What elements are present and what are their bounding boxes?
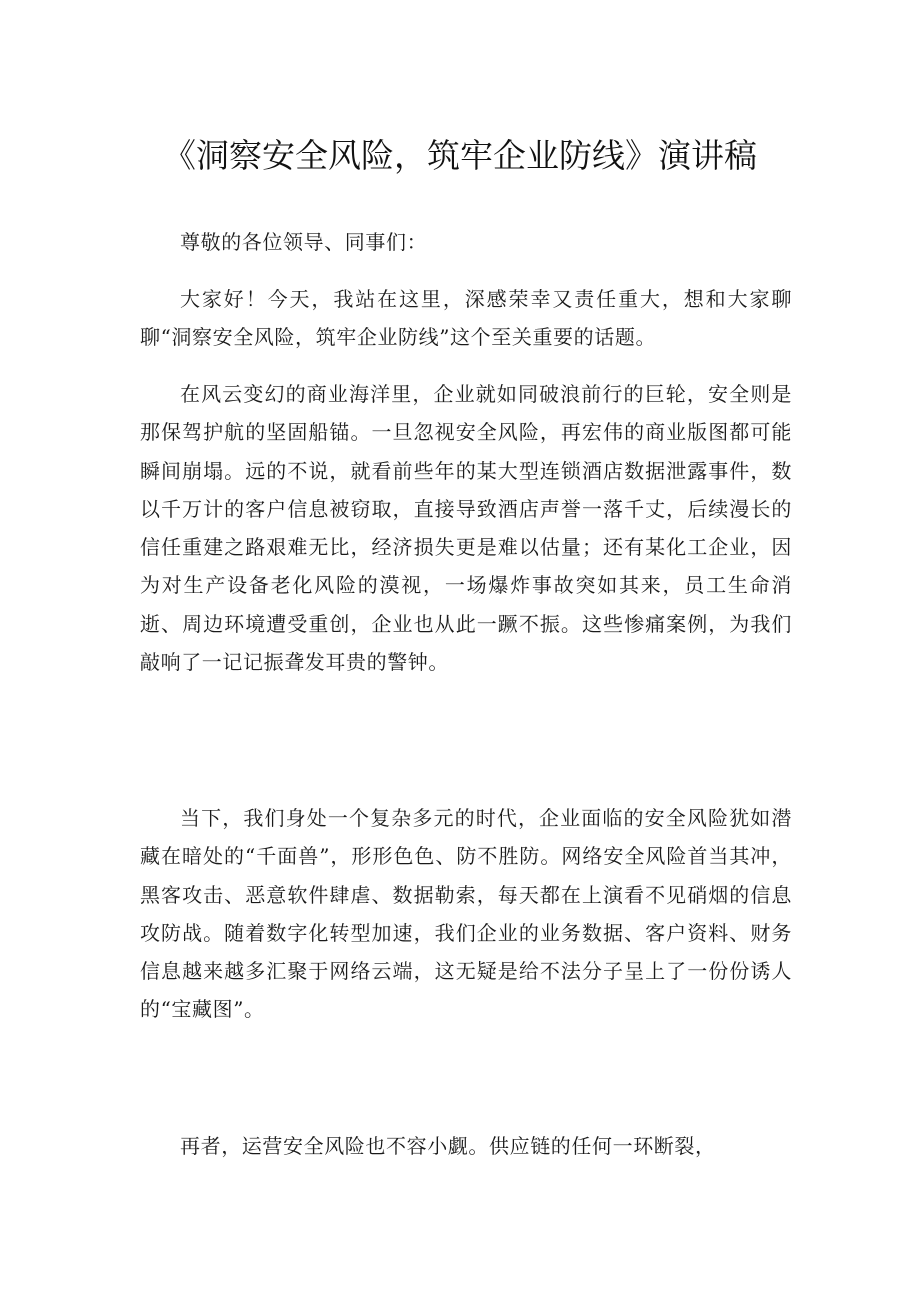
paragraph-business-analogy: 在风云变幻的商业海洋里，企业就如同破浪前行的巨轮，安全则是那保驾护航的坚固船锚。一旦忽视安全风险，再宏伟的商业版图都可能瞬间崩塌。远的不说，就看前些年的某大型连锁酒店数据泄露事件，数以千万计的客户信息被窃取，直接导致酒店声誉一落千丈，后续漫长的信任重建之路艰难无比，经济损失更是难以估量；还有某化工企业，因为对生产设备老化风险的漠视，一场爆炸事故突如其来，员工生命消逝、周边环境遭受重创，企业也从此一蹶不振。这些惨痛案例，为我们敲响了一记记振聋发耳贵的警钟。 (140, 382, 792, 675)
salutation: 尊敬的各位领导、同事们： (180, 230, 428, 254)
paragraph-cyber-risk: 当下，我们身处一个复杂多元的时代，企业面临的安全风险犹如潜藏在暗处的“千面兽”，形形色色、防不胜防。网络安全风险首当其冲，黑客攻击、恶意软件肆虐、数据勒索，每天都在上演看不见硝烟的信息攻防战。随着数字化转型加速，我们企业的业务数据、客户资料、财务信息越来越多汇聚于网络云端，这无疑是给不法分子呈上了一份份诱人的“宝藏图”。 (140, 806, 792, 1022)
salutation-block (140, 223, 792, 261)
document-title: 《洞察安全风险，筑牢企业防线》演讲稿 (163, 136, 757, 175)
paragraph-operations-risk: 再者，运营安全风险也不容小觑。供应链的任何一环断裂， (180, 1134, 716, 1158)
paragraph-2-block (140, 375, 792, 681)
paragraph-greeting: 大家好！今天，我站在这里，深感荣幸又责任重大，想和大家聊聊“洞察安全风险，筑牢企业防线”这个至关重要的话题。 (140, 287, 792, 350)
paragraph-1-block (140, 280, 792, 357)
paragraph-3-block (140, 799, 792, 1029)
paragraph-4-block (140, 1127, 792, 1165)
